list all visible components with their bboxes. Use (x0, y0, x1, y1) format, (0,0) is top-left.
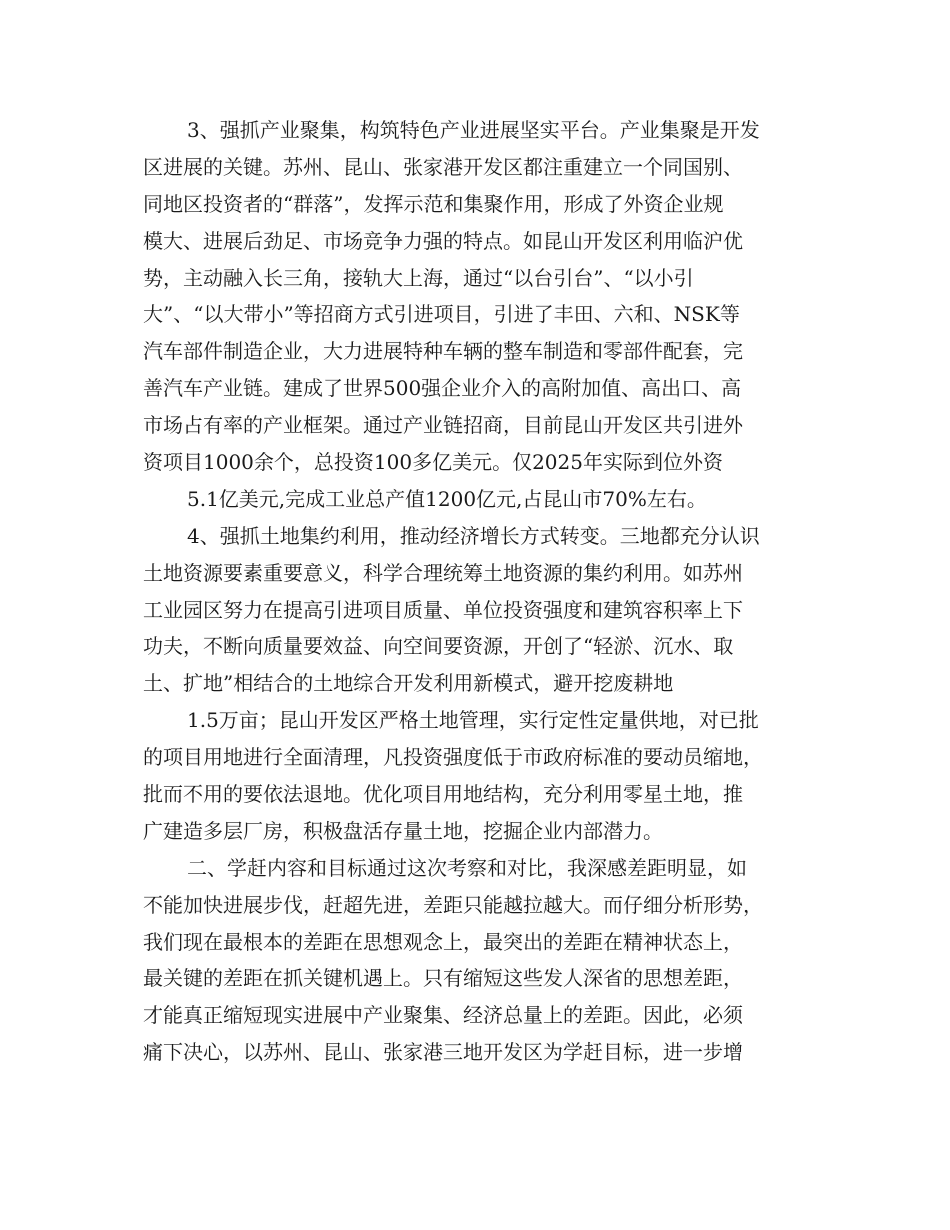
text-line: 土地资源要素重要意义，科学合理统筹土地资源的集约利用。如苏州 (143, 560, 743, 585)
text-line: 模大、进展后劲足、市场竞争力强的特点。如昆山开发区利用临沪优 (143, 228, 743, 253)
text-line: 同地区投资者的“群落”，发挥示范和集聚作用，形成了外资企业规 (143, 191, 724, 216)
document-body (143, 112, 823, 1071)
text-line: 善汽车产业链。建成了世界500强企业介入的高附加值、高出口、高 (143, 376, 742, 401)
text-line: 区进展的关键。苏州、昆山、张家港开发区都注重建立一个同国别、 (143, 154, 743, 179)
text-line: 4、强抓土地集约利用，推动经济增长方式转变。三地都充分认识 (187, 523, 760, 548)
text-line: 痛下决心，以苏州、昆山、张家港三地开发区为学赶目标，进一步增 (143, 1040, 743, 1065)
text-line: 势，主动融入长三角，接轨大上海，通过“以台引台”、“以小引 (143, 265, 694, 290)
text-line: 功夫，不断向质量要效益、向空间要资源，开创了“轻淤、沉水、取 (143, 634, 734, 659)
text-line: 资项目1000余个，总投资100多亿美元。仅2025年实际到位外资 (143, 450, 723, 475)
text-line: 5.1亿美元,完成工业总产值1200亿元,占昆山市70%左右。 (187, 486, 707, 511)
text-line: 不能加快进展步伐，赶超先进，差距只能越拉越大。而仔细分析形势， (143, 892, 763, 917)
text-line: 1.5万亩；昆山开发区严格土地管理，实行定性定量供地，对已批 (187, 708, 759, 733)
text-line: 工业园区努力在提高引进项目质量、单位投资强度和建筑容积率上下 (143, 597, 743, 622)
text-line: 汽车部件制造企业，大力进展特种车辆的整车制造和零部件配套，完 (143, 339, 743, 364)
text-line: 大”、“以大带小”等招商方式引进项目，引进了丰田、六和、NSK等 (143, 302, 740, 327)
text-line: 最关键的差距在抓关键机遇上。只有缩短这些发人深省的思想差距， (143, 966, 743, 991)
text-line: 的项目用地进行全面清理，凡投资强度低于市政府标准的要动员缩地， (143, 745, 763, 770)
text-line: 才能真正缩短现实进展中产业聚集、经济总量上的差距。因此，必须 (143, 1003, 743, 1028)
text-line: 土、扩地”相结合的土地综合开发利用新模式，避开挖废耕地 (143, 671, 674, 696)
text-line: 我们现在最根本的差距在思想观念上，最突出的差距在精神状态上， (143, 929, 743, 954)
text-line: 3、强抓产业聚集，构筑特色产业进展坚实平台。产业集聚是开发 (187, 118, 760, 142)
text-line: 广建造多层厂房，积极盘活存量土地，挖掘企业内部潜力。 (143, 818, 663, 843)
text-line: 二、学赶内容和目标通过这次考察和对比，我深感差距明显，如 (187, 855, 747, 880)
text-line: 批而不用的要依法退地。优化项目用地结构，充分利用零星土地，推 (143, 782, 743, 807)
text-line: 市场占有率的产业框架。通过产业链招商，目前昆山开发区共引进外 (143, 413, 743, 438)
